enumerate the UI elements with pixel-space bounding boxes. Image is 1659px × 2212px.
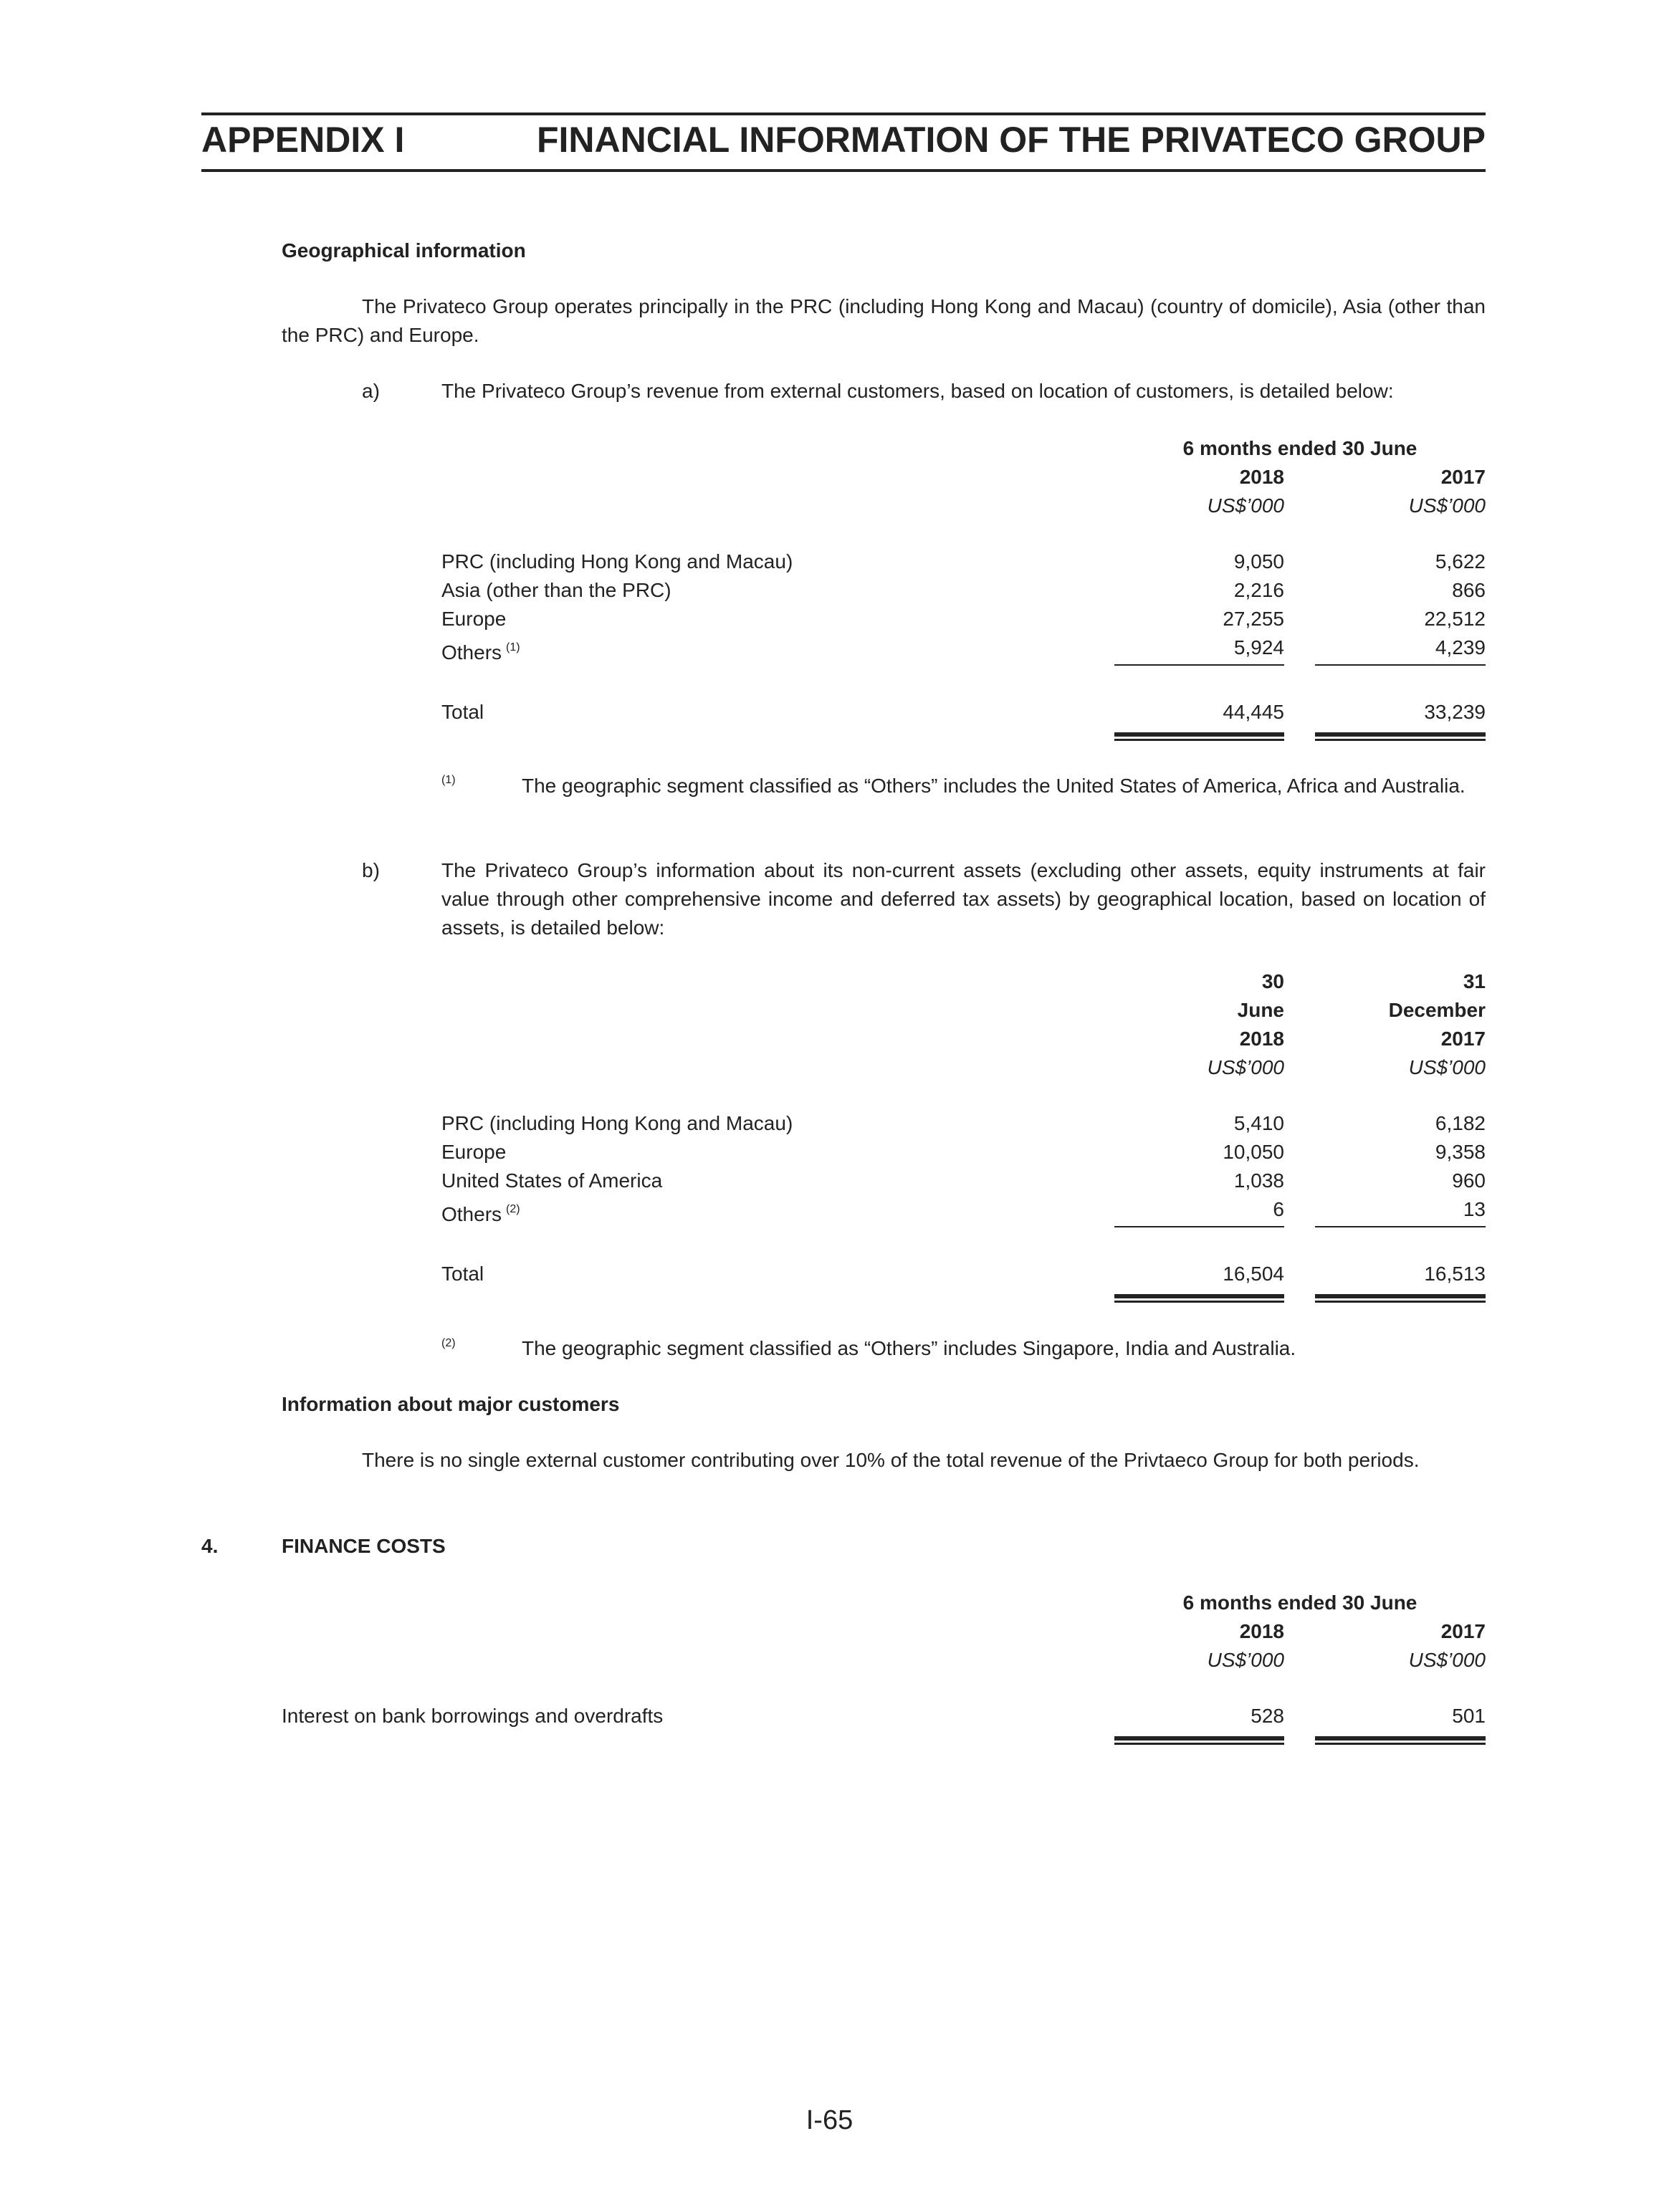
item-a-text: The Privateco Group’s revenue from external customers, based on location of customers, is detailed below: (441, 380, 1394, 402)
table-total-label: Total (441, 701, 484, 723)
table-cell-2017: 4,239 (1435, 636, 1486, 659)
table-b-col1-line2: June (1237, 999, 1284, 1021)
table-cell-2018: 5,410 (1233, 1112, 1284, 1134)
customers-paragraph (282, 1446, 1486, 1475)
table-a-col2-unit: US$’000 (1408, 494, 1486, 517)
table-a-col1-unit: US$’000 (1207, 494, 1284, 517)
finance-col2-year: 2017 (1440, 1620, 1486, 1642)
total-double-rule (1315, 732, 1486, 741)
table-cell-2017: 5,622 (1435, 550, 1486, 573)
table-b-col2-line1: 31 (1463, 970, 1486, 992)
table-row-label: PRC (including Hong Kong and Macau) (441, 1112, 793, 1134)
appendix-label: APPENDIX I (201, 120, 405, 160)
finance-row-label: Interest on bank borrowings and overdrafts (282, 1705, 664, 1727)
table-a-col2-year: 2017 (1440, 466, 1486, 488)
others-label: Others (441, 641, 502, 664)
footnote-marker-1: (1) (441, 774, 456, 786)
footnote-2-text: The geographic segment classified as “Others” includes Singapore, India and Australia. (522, 1337, 1296, 1359)
finance-col1-unit: US$’000 (1207, 1649, 1284, 1671)
table-row-label: PRC (including Hong Kong and Macau) (441, 550, 793, 573)
table-cell-2018: 9,050 (1233, 550, 1284, 573)
geo-intro-text: The Privateco Group operates principally in the PRC (including Hong Kong and Macau) (country of domicile), Asia (other than the PRC) and Europe. (282, 295, 1486, 346)
table-row-label: Europe (441, 608, 507, 630)
table-b-col1-unit: US$’000 (1207, 1056, 1284, 1078)
table-b-col2-line3: 2017 (1440, 1028, 1486, 1050)
customers-text: There is no single external customer contributing over 10% of the total revenue of the Privtaeco Group for both periods. (362, 1449, 1420, 1471)
item-marker-a: a) (362, 380, 380, 402)
total-double-rule (1114, 1736, 1284, 1745)
table-total-2018: 16,504 (1223, 1263, 1284, 1285)
table-cell-2018: 27,255 (1223, 608, 1284, 630)
table-cell-2018: 1,038 (1233, 1169, 1284, 1192)
table-a-period-header: 6 months ended 30 June (1182, 437, 1417, 459)
total-double-rule (1315, 1294, 1486, 1303)
header-top-rule (201, 112, 1486, 115)
table-a-col1-year: 2018 (1239, 466, 1284, 488)
table-b-col2-unit: US$’000 (1408, 1056, 1486, 1078)
table-total-2018: 44,445 (1223, 701, 1284, 723)
footnote-ref: (1) (506, 641, 520, 653)
table-cell-2017: 22,512 (1424, 608, 1486, 630)
table-row-label-others (441, 1197, 520, 1227)
subtotal-rule (1114, 1226, 1284, 1227)
table-row-label: Asia (other than the PRC) (441, 579, 671, 601)
header-bottom-rule (201, 169, 1486, 172)
subtotal-rule (1114, 664, 1284, 666)
table-cell-2017: 866 (1452, 579, 1486, 601)
table-cell-2018: 2,216 (1233, 579, 1284, 601)
header-title: FINANCIAL INFORMATION OF THE PRIVATECO GROUP (536, 120, 1486, 160)
table-cell-2017: 9,358 (1435, 1141, 1486, 1163)
footnote-ref: (2) (506, 1203, 520, 1215)
item-b-text: The Privateco Group’s information about its non-current assets (excluding other assets, equity instruments at fair value through other comprehensive income and deferred tax assets) by geographical location, based on location of assets, is detailed below: (441, 859, 1486, 939)
table-cell-2017: 6,182 (1435, 1112, 1486, 1134)
total-double-rule (1114, 1294, 1284, 1303)
table-total-2017: 33,239 (1424, 701, 1486, 723)
table-row-label: Europe (441, 1141, 507, 1163)
section-title-major-customers: Information about major customers (282, 1393, 620, 1415)
section-title-geographical: Geographical information (282, 239, 526, 262)
section-title-finance-costs: FINANCE COSTS (282, 1535, 446, 1557)
finance-col1-year: 2018 (1239, 1620, 1284, 1642)
finance-period-header: 6 months ended 30 June (1182, 1591, 1417, 1614)
footnote-marker-2: (2) (441, 1337, 456, 1349)
total-double-rule (1114, 732, 1284, 741)
table-cell-2018: 6 (1273, 1198, 1284, 1220)
table-b-col1-line3: 2018 (1239, 1028, 1284, 1050)
table-b-col1-line1: 30 (1261, 970, 1284, 992)
item-marker-b: b) (362, 859, 380, 881)
section-number: 4. (201, 1535, 219, 1557)
footnote-1-text: The geographic segment classified as “Others” includes the United States of America, Africa and Australia. (522, 775, 1466, 797)
table-row-label: United States of America (441, 1169, 663, 1192)
table-cell-2017: 13 (1463, 1198, 1486, 1220)
table-b-col2-line2: December (1388, 999, 1486, 1021)
subtotal-rule (1315, 664, 1486, 666)
geo-intro-paragraph (282, 292, 1486, 350)
page-number: I-65 (805, 2105, 854, 2135)
finance-cell-2017: 501 (1452, 1705, 1486, 1727)
table-cell-2018: 10,050 (1223, 1141, 1284, 1163)
others-label: Others (441, 1203, 502, 1225)
table-cell-2017: 960 (1452, 1169, 1486, 1192)
total-double-rule (1315, 1736, 1486, 1745)
table-total-label: Total (441, 1263, 484, 1285)
table-row-label-others (441, 635, 520, 666)
subtotal-rule (1315, 1226, 1486, 1227)
finance-col2-unit: US$’000 (1408, 1649, 1486, 1671)
table-cell-2018: 5,924 (1233, 636, 1284, 659)
finance-cell-2018: 528 (1251, 1705, 1284, 1727)
table-total-2017: 16,513 (1424, 1263, 1486, 1285)
